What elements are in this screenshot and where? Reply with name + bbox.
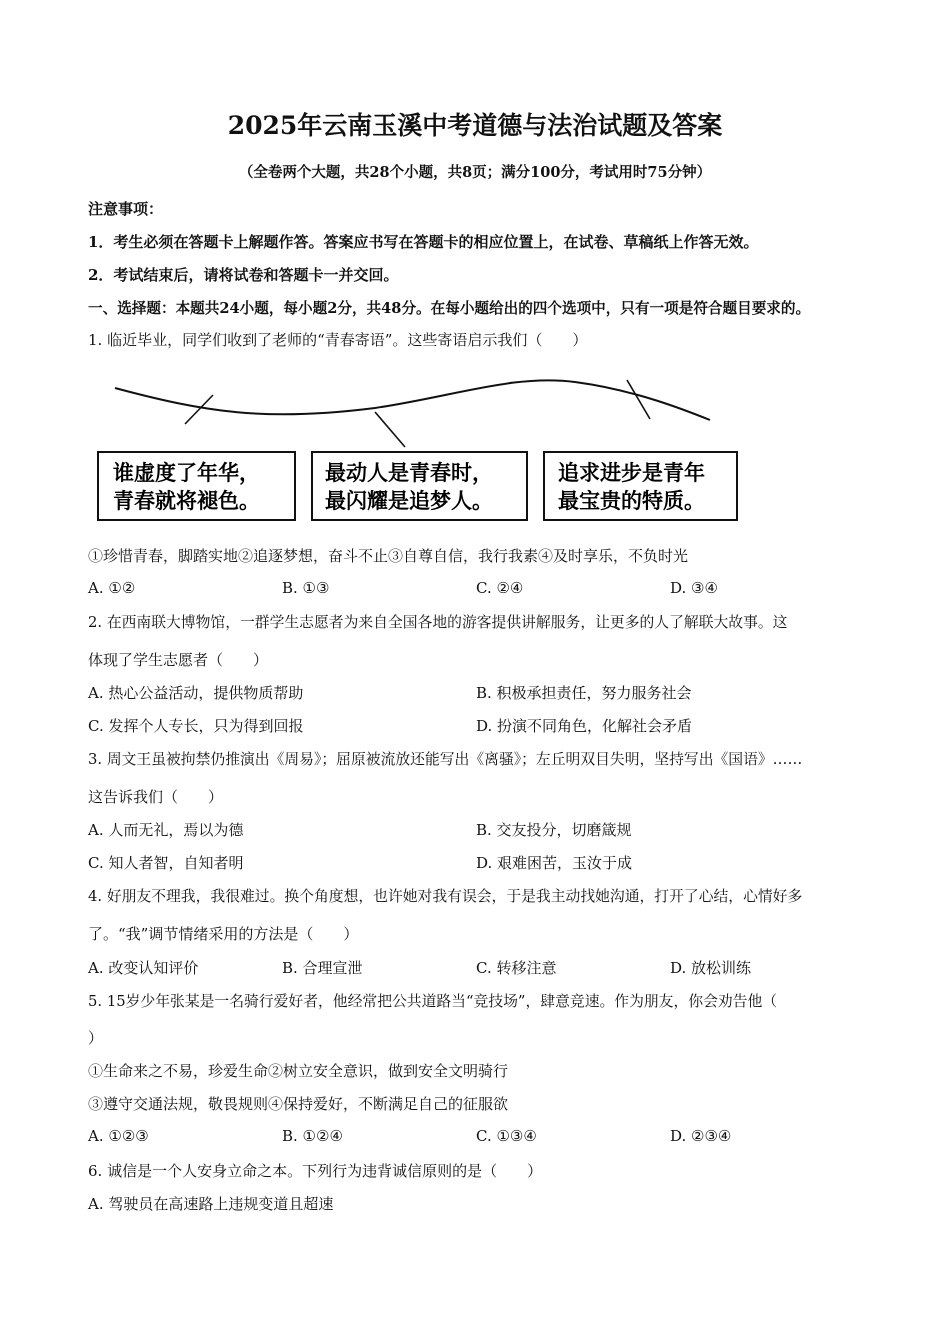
q3-option-c[interactable]: C. 知人者智，自知者明 — [88, 854, 244, 872]
question-5-stem-cont: ） — [88, 1029, 104, 1047]
q2-option-c[interactable]: C. 发挥个人专长，只为得到回报 — [88, 717, 304, 735]
card-1-line-1: 谁虚度了年华， — [113, 461, 260, 485]
q6-option-a[interactable]: A. 驾驶员在高速路上违规变道且超速 — [88, 1195, 334, 1213]
q5-option-c[interactable]: C. ①③④ — [476, 1127, 537, 1145]
question-6-stem: 6. 诚信是一个人安身立命之本。下列行为违背诚信原则的是（ ） — [88, 1162, 543, 1180]
ribbon-tick-2 — [375, 412, 405, 447]
question-2-stem: 2. 在西南联大博物馆，一群学生志愿者为来自全国各地的游客提供讲解服务，让更多的人了解联大故事。这 — [88, 614, 788, 631]
question-2-stem-cont: 体现了学生志愿者（ ） — [88, 651, 269, 669]
question-5-stem: 5. 15岁少年张某是一名骑行爱好者，他经常把公共道路当“竞技场”，肆意竞速。作为朋友，你会劝告他（ — [88, 993, 778, 1010]
q2-option-b[interactable]: B. 积极承担责任，努力服务社会 — [476, 684, 692, 702]
question-1-stem: 1. 临近毕业，同学们收到了老师的“青春寄语”。这些寄语启示我们（ ） — [88, 331, 588, 349]
notice-item-2: 2．考试结束后，请将试卷和答题卡一并交回。 — [88, 266, 399, 284]
q4-option-d[interactable]: D. 放松训练 — [670, 959, 752, 977]
section-heading: 一、选择题：本题共24小题，每小题2分，共48分。在每小题给出的四个选项中，只有一项是符合题目要求的。 — [88, 300, 811, 317]
card-2-line-1: 最动人是青春时， — [325, 461, 493, 485]
question-1-statements: ①珍惜青春，脚踏实地②追逐梦想，奋斗不止③自尊自信，我行我素④及时享乐，不负时光 — [88, 547, 689, 565]
q1-option-c[interactable]: C. ②④ — [476, 579, 524, 597]
exam-info: （全卷两个大题，共28个小题，共8页；满分100分，考试用时75分钟） — [238, 164, 712, 181]
q1-option-a[interactable]: A. ①② — [88, 579, 136, 597]
ribbon-tick-3 — [627, 380, 650, 419]
notice-item-1: 1．考生必须在答题卡上解题作答。答案应书写在答题卡的相应位置上，在试卷、草稿纸上作答无效。 — [88, 233, 759, 251]
question-4-stem-cont: 了。“我”调节情绪采用的方法是（ ） — [88, 925, 359, 943]
card-3-line-1: 追求进步是青年 — [558, 461, 705, 485]
q1-option-b[interactable]: B. ①③ — [282, 579, 330, 597]
question-3-stem: 3. 周文王虽被拘禁仍推演出《周易》；屈原被流放还能写出《离骚》；左丘明双目失明，坚持写出《国语》…… — [88, 751, 803, 768]
q2-option-d[interactable]: D. 扮演不同角色，化解社会矛盾 — [476, 717, 693, 735]
q4-option-b[interactable]: B. 合理宣泄 — [282, 959, 363, 977]
q4-option-a[interactable]: A. 改变认知评价 — [88, 959, 199, 977]
q2-option-a[interactable]: A. 热心公益活动，提供物质帮助 — [88, 684, 304, 702]
q1-illustration — [95, 372, 745, 532]
q5-option-a[interactable]: A. ①②③ — [88, 1127, 149, 1145]
q5-option-b[interactable]: B. ①②④ — [282, 1127, 343, 1145]
q3-option-d[interactable]: D. 艰难困苦，玉汝于成 — [476, 854, 633, 872]
question-3-stem-cont: 这告诉我们（ ） — [88, 788, 224, 806]
question-5-statements-1: ①生命来之不易，珍爱生命②树立安全意识，做到安全文明骑行 — [88, 1062, 509, 1080]
card-3-line-2: 最宝贵的特质。 — [558, 489, 705, 513]
q5-option-d[interactable]: D. ②③④ — [670, 1127, 732, 1145]
q1-option-d[interactable]: D. ③④ — [670, 579, 718, 597]
notice-heading: 注意事项： — [88, 200, 164, 218]
question-5-statements-2: ③遵守交通法规，敬畏规则④保持爱好，不断满足自己的征服欲 — [88, 1095, 509, 1113]
q3-option-b[interactable]: B. 交友投分，切磨箴规 — [476, 821, 632, 839]
q3-option-a[interactable]: A. 人而无礼，焉以为德 — [88, 821, 244, 839]
q4-option-c[interactable]: C. 转移注意 — [476, 959, 557, 977]
card-1-line-2: 青春就将褪色。 — [113, 489, 260, 513]
ribbon-line — [115, 380, 710, 420]
card-2-line-2: 最闪耀是追梦人。 — [325, 489, 493, 513]
question-4-stem: 4. 好朋友不理我，我很难过。换个角度想，也许她对我有误会，于是我主动找她沟通，打开了心结，心情好多 — [88, 888, 803, 905]
page-title: 2025年云南玉溪中考道德与法治试题及答案 — [227, 111, 723, 140]
